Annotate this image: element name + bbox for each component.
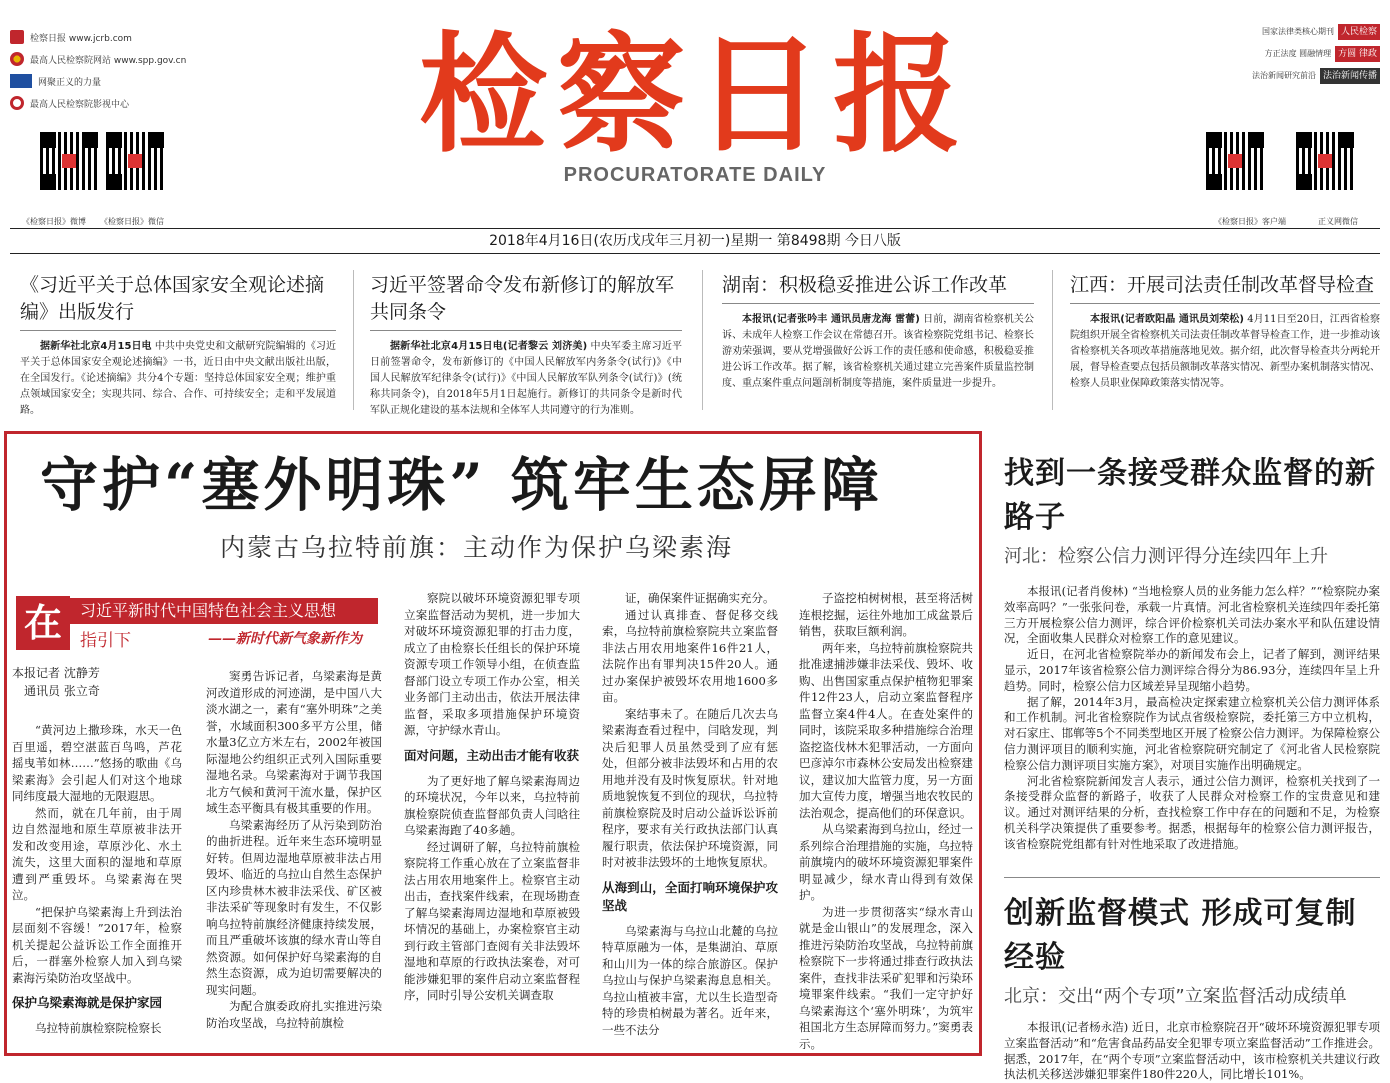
feature-column	[404, 590, 580, 1004]
promo-tag: 方圆 律政	[1335, 46, 1380, 62]
brief-body	[370, 339, 682, 419]
paragraph: “把保护乌梁素海上升到法治层面刻不容缓！”2017年，检察机关提起公益诉讼工作全面推开后，一群塞外检察人加入到乌梁素海污染防治攻坚战中。	[12, 904, 182, 985]
link-text: 检察日报 www.jcrb.com	[30, 33, 132, 44]
paragraph: 为了更好地了解乌梁素海周边的环境状况，今年以来，乌拉特前旗检察院侦查监督部负责人闫晗往乌梁素海跑了40多趟。	[404, 773, 580, 837]
paragraph: 通过认真排查、督促移交线索，乌拉特前旗检察院共立案监督非法占用农用地案件16件21人，法院作出有罪判决15件20人。通过办案保护被毁坏农用地1600多亩。	[602, 607, 778, 704]
section-subhead: 保护乌梁素海就是保护家园	[12, 995, 163, 1010]
column-divider	[702, 270, 703, 410]
paragraph: 为配合旗委政府扎实推进污染防治攻坚战，乌拉特前旗检	[206, 999, 382, 1030]
byline-correspondent: 通讯员 张立奇	[24, 684, 100, 698]
qr-caption: 《检察日报》微博	[22, 217, 86, 226]
qr-wechat[interactable]	[106, 132, 164, 194]
link-text: 网聚正义的力量	[38, 77, 102, 88]
story-body	[1004, 584, 1380, 853]
promo-text: 国家法律类核心期刊	[1261, 27, 1334, 36]
link-text: 最高人民检察院影视中心	[30, 99, 130, 110]
banner-top: 习近平新时代中国特色社会主义思想	[70, 598, 378, 624]
banner-slogan: ——新时代新气象新作为	[208, 631, 362, 647]
promo-tag: 人民检察	[1338, 24, 1380, 40]
story-subtitle: 河北：检察公信力测评得分连续四年上升	[1004, 546, 1328, 567]
paragraph: 为进一步贯彻落实“绿水青山就是金山银山”的发展理念，深入推进污染防治攻坚战，乌拉特前旗检察院下一步将通过排查行政执法案件，查找非法采矿犯罪和污染环境罪案件线索。“我们一定守护好乌梁素海这个‘塞外明珠’，为筑牢祖国北方生态屏障而努力。”窦勇表示。	[799, 904, 973, 1051]
qr-weibo[interactable]	[40, 132, 98, 194]
masthead-english: PROCURATORATE DAILY	[563, 164, 827, 186]
story-title[interactable]: 创新监督模式 形成可复制经验	[1004, 896, 1357, 975]
brief-text: 4月11日至20日，江西省检察院组织开展全省检察机关司法责任制改革督导检查工作，进一步推动该省检察机关各项改革措施落地见效。据介绍，此次督导检查共分两轮开展，督导检查要点包括员额制改革落实情况、新型办案机制落实情况、检察人员职业保障政策落实情况等。	[1070, 314, 1380, 389]
qr-code-icon	[40, 132, 98, 190]
column-body	[602, 590, 778, 1038]
section-subhead: 面对问题，主动出击才能有收获	[404, 747, 580, 763]
qr-code-icon	[1206, 132, 1264, 190]
brief-title[interactable]: 习近平签署命令发布新修订的解放军共同条令	[370, 270, 682, 331]
paragraph: 窦勇告诉记者，乌梁素海是黄河改道形成的河迹湖，是中国八大淡水湖之一，素有“塞外明珠”之美誉，水域面积300多平方公里，储水量3亿立方米左右，2002年被国际湿地公约组织正式列入国际重要湿地名录。乌梁素海对于调节我国北方气候和黄河干流水量，保护区域生态平衡具有极其重要的作用。	[206, 669, 382, 815]
story-body	[1004, 1020, 1380, 1083]
column-divider	[1052, 270, 1053, 410]
promo-row[interactable]	[1230, 24, 1380, 46]
qr-code-icon	[1296, 132, 1354, 190]
qr-code-icon	[106, 132, 164, 190]
masthead-title: 检察日报	[418, 20, 971, 170]
qr-caption: 《检察日报》微信	[100, 217, 164, 226]
column-body	[12, 722, 182, 1037]
zhengyi-logo-icon	[10, 74, 32, 88]
paragraph: 子盗挖柏树树根，甚至将活树连根挖掘，运往外地加工成盆景后销售，获取巨额利润。	[799, 591, 973, 638]
series-banner	[16, 596, 378, 650]
brief-lead: 据新华社北京4月15日电(记者黎云 刘济美)	[390, 341, 588, 352]
brief-body	[722, 312, 1034, 392]
video-center-icon	[10, 96, 24, 110]
brief-body	[1070, 312, 1380, 392]
paragraph: 河北省检察院新闻发言人表示，通过公信力测评，检察机关找到了一条接受群众监督的新路子，收获了人民群众对检察工作的宝贵意见和建议。通过对测评结果的分析，查找检察工作中存在的问题和不足，为检察机关科学决策提供了重要参考。据悉，根据每年的检察公信力测评报告，该省检察院党组都有针对性地采取了改进措施。	[1004, 773, 1380, 851]
column-body	[799, 590, 973, 1052]
feature-column	[12, 664, 182, 1037]
qr-app[interactable]	[1206, 132, 1264, 194]
story-subtitle: 北京：交出“两个专项”立案监督活动成绩单	[1004, 986, 1347, 1007]
promo-row[interactable]	[1230, 68, 1380, 90]
brief-text: 日前，湖南省检察机关公诉、未成年人检察工作会议在常德召开。该省检察院党组书记、检察长游劝荣强调，要从党增强做好公诉工作的责任感和使命感，积极稳妥推进公诉工作改革。据了解，该省检察机关通过建立完善案件质量监控制度、重点案件重点问题剖析制度等措施，案件质量进一步提升。	[722, 314, 1035, 389]
link-row-jcrb[interactable]	[10, 26, 230, 48]
paragraph: 两年来，乌拉特前旗检察院共批准逮捕涉嫌非法采伐、毁坏、收购、出售国家重点保护植物犯罪案件12件23人，启动立案监督程序监督立案4件4人。在查处案件的同时，该院采取多种措施综合治理盗挖盗伐林木犯罪活动，一方面向巴彦淖尔市森林公安局发出检察建议，建议加大监管力度，另一方面加大宣传力度，增强当地农牧民的法治观念，提高他们的环保意识。	[799, 640, 973, 820]
feature-column	[206, 668, 382, 1031]
story-title[interactable]: 找到一条接受群众监督的新路子	[1004, 456, 1376, 535]
jcrb-logo-icon	[10, 30, 24, 44]
paragraph: 案结事未了。在随后几次去乌梁素海查看过程中，闫晗发现，判决后犯罪人员虽然受到了应有惩处，但部分被非法毁坏和占用的农用地并没有及时恢复原状。针对地质地貌恢复不到位的现状，乌拉特前旗检察院及时启动公益诉讼诉前程序，要求有关行政执法部门认真履行职责，依法保护环境资源，同时对被非法毁坏的土地恢复原状。	[602, 706, 778, 869]
link-row-zhengyi[interactable]	[10, 70, 230, 92]
story-divider	[1004, 877, 1380, 878]
column-body	[404, 590, 580, 1004]
paragraph: 察院以破坏环境资源犯罪专项立案监督活动为契机，进一步加大对破坏环境资源犯罪的打击力度，成立了由检察长任组长的保护环境资源专项工作领导小组，在侦查监督部门设立专项工作办公室，相关业务部门主动出击，依法开展法律监督，采取多项措施保护环境资源，守护绿水青山。	[404, 591, 580, 737]
promo-row[interactable]	[1230, 46, 1380, 68]
dateline: 2018年4月16日(农历戊戌年三月初一)星期一 第8498期 今日八版	[10, 228, 1380, 254]
column-body	[206, 668, 382, 1031]
brief-title[interactable]: 江西：开展司法责任制改革督导检查	[1070, 270, 1380, 304]
masthead	[400, 20, 990, 187]
link-row-video[interactable]	[10, 92, 230, 114]
qr-caption: 《检察日报》客户端	[1214, 217, 1286, 226]
brief-text: 中央军委主席习近平日前签署命令，发布新修订的《中国人民解放军内务条令(试行)》《中国人民解放军纪律条令(试行)》《中国人民解放军队列条令(试行)》(统称共同条令)，自2018年5月1日起施行。新修订的共同条令是新时代军队正规化建设的基本法规和全体军人共同遵守的行为准则。	[370, 341, 683, 416]
banner-badge: 在	[16, 596, 70, 650]
paragraph: 然而，就在几年前，由于周边自然湿地和原生草原被非法开发和改变用途，草原沙化、水土流失，这里大面积的湿地和草原遭到严重毁坏。乌梁素海在哭泣。	[12, 805, 182, 902]
byline	[12, 664, 182, 700]
feature-column	[602, 590, 778, 1038]
right-story-beijing[interactable]	[1004, 888, 1380, 1083]
paragraph: 近日，在河北省检察院举办的新闻发布会上，记者了解到，测评结果显示，2017年该省检察公信力测评综合得分为86.93分，连续四年呈上升趋势。同时，检察公信力区域差异呈现缩小趋势。	[1004, 647, 1380, 693]
brief-text: 中共中央党史和文献研究院编辑的《习近平关于总体国家安全观论述摘编》一书，近日由中央文献出版社出版，在全国发行。《论述摘编》共分4个专题：坚持总体国家安全观；维护重点领域国家安全；实现共同、综合、合作、可持续安全；走和平发展道路。	[20, 341, 336, 416]
feature-headline[interactable]: 守护“塞外明珠” 筑牢生态屏障	[40, 451, 883, 519]
spp-emblem-icon	[10, 52, 24, 66]
link-text: 最高人民检察院网站 www.spp.gov.cn	[30, 55, 187, 66]
paragraph: 经过调研了解，乌拉特前旗检察院将工作重心放在了立案监督非法占用农用地案件上。检察官主动出击，查找案件线索，在现场勘查了解乌梁素海周边湿地和草原被毁坏情况的基础上，办案检察官主动到行政主管部门查阅有关非法毁坏湿地和草原的行政执法案卷，对可能涉嫌犯罪的案件启动立案监督程序，同时引导公安机关调查取	[404, 839, 580, 1002]
paragraph: 从乌梁素海到乌拉山，经过一系列综合治理措施的实施，乌拉特前旗境内的破坏环境资源犯罪案件明显减少，绿水青山得到有效保护。	[799, 822, 973, 902]
top-right-promos	[1230, 24, 1380, 90]
right-story-hebei[interactable]	[1004, 448, 1380, 853]
link-row-spp[interactable]	[10, 48, 230, 70]
paragraph: 乌梁素海与乌拉山北麓的乌拉特草原融为一体，是集湖泊、草原和山川为一体的综合旅游区。保护乌拉山与保护乌梁素海息息相关。乌拉山植被丰富，尤以生长造型奇特的珍贵柏树最为著名。近年来，一些不法分	[602, 923, 778, 1037]
brief-title[interactable]: 湖南：积极稳妥推进公诉工作改革	[722, 270, 1034, 304]
brief-lead: 本报讯(记者欧阳晶 通讯员刘荣松)	[1090, 314, 1244, 325]
promo-text: 方正法度 圆融情理	[1264, 49, 1332, 58]
brief-story[interactable]	[1070, 270, 1380, 392]
paragraph: 乌梁素海经历了从污染到防治的曲折进程。近年来生态环境明显好转。但周边湿地草原被非法占用毁坏、临近的乌拉山自然生态保护区内珍贵林木被非法采伐、矿区被非法采矿等现象时有发生，不仅影响乌拉特前旗经济健康持续发展，而且严重破坏该旗的绿水青山等自然资源。如何保护好乌梁素海的自然生态资源，成为迫切需要解决的现实问题。	[206, 817, 382, 997]
paragraph: 乌拉特前旗检察院检察长	[35, 1021, 162, 1035]
brief-lead: 据新华社北京4月15日电	[40, 341, 152, 352]
brief-body	[20, 339, 336, 419]
qr-caption: 正义网微信	[1318, 217, 1358, 226]
paragraph: “黄河边上撒珍珠，水天一色百里遥，碧空湛蓝百鸟鸣，芦花摇曳苇如林……”悠扬的歌曲《乌梁素海》会引起人们对这个地球同纬度最大湿地的无限遐思。	[12, 723, 182, 803]
paragraph: 据了解，2014年3月，最高检决定探索建立检察机关公信力测评体系和工作机制。河北省检察院作为试点省级检察院，委托第三方中立机构，对石家庄、邯郸等5个不同类型地区开展了检察公信力测评。为保障检察公信力测评项目的顺利实施，河北省检察院研究制定了《河北省人民检察院检察公信力测评项目实施方案》，对项目实施作出明确规定。	[1004, 694, 1380, 772]
brief-story[interactable]	[722, 270, 1034, 392]
brief-story[interactable]	[370, 270, 682, 419]
paragraph: 本报讯(记者杨永浩) 近日，北京市检察院召开“破坏环境资源犯罪专项立案监督活动”和“危害食品药品安全犯罪专项立案监督活动”工作推进会。据悉，2017年，在“两个专项”立案监督活动中，该市检察机关共建议行政执法机关移送涉嫌犯罪案件180件220人，同比增长101%。	[1004, 1020, 1380, 1082]
feature-subhead: 内蒙古乌拉特前旗：主动作为保护乌梁素海	[220, 533, 734, 562]
promo-text: 法治新闻研究前沿	[1251, 71, 1316, 80]
qr-zhengyi-wechat[interactable]	[1296, 132, 1354, 194]
paragraph: 本报讯(记者肖俊林) “当地检察人员的业务能力怎么样？”“检察院办案效率高吗？”一张张问卷，承载一片真情。河北省检察机关连续四年委托第三方开展检察公信力测评，综合评价检察机关司法办案水平和队伍建设情况，全面收集人民群众对检察工作的意见建议。	[1004, 584, 1380, 646]
brief-lead: 本报讯(记者张吟丰 通讯员唐龙海 雷蕾)	[742, 314, 920, 325]
byline-reporter: 本报记者 沈静芳	[12, 666, 100, 680]
promo-tag: 法治新闻传播	[1320, 68, 1380, 84]
feature-column	[799, 590, 973, 1052]
header-links	[10, 26, 230, 114]
paragraph: 证，确保案件证据确实充分。	[625, 591, 775, 605]
banner-bottom: 指引下	[80, 631, 131, 651]
section-subhead: 从海到山，全面打响环境保护攻坚战	[602, 879, 778, 913]
column-divider	[353, 270, 354, 410]
brief-story[interactable]	[20, 270, 336, 419]
brief-title[interactable]: 《习近平关于总体国家安全观论述摘编》出版发行	[20, 270, 336, 331]
